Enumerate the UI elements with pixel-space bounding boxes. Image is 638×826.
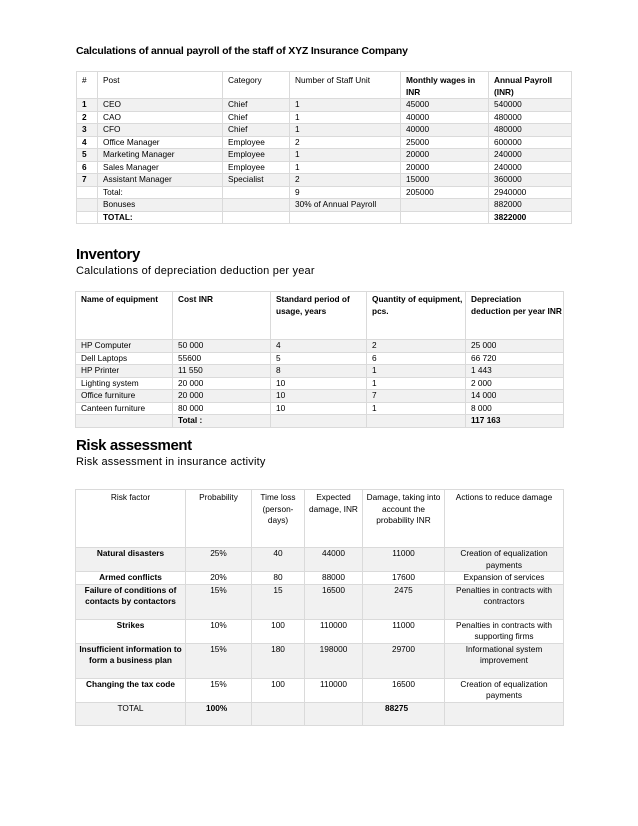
table-cell: Canteen furniture — [76, 402, 173, 415]
table-cell: Strikes — [76, 619, 186, 643]
inventory-table — [75, 291, 564, 428]
table-cell: 10 — [271, 402, 367, 415]
table-row — [76, 584, 564, 619]
table-cell: Employee — [223, 161, 290, 174]
table-cell: 16500 — [305, 584, 363, 619]
table-row — [76, 390, 564, 403]
table-cell: 2 — [77, 111, 98, 124]
table-cell: Employee — [223, 136, 290, 149]
table-row — [77, 99, 572, 112]
table-cell — [445, 702, 564, 725]
table-header: Annual Payroll (INR) — [489, 72, 572, 99]
table-cell: 5 — [77, 149, 98, 162]
table-cell: 1 — [290, 124, 401, 137]
table-cell: 20% — [186, 572, 252, 585]
table-cell: Marketing Manager — [98, 149, 223, 162]
payroll-table — [76, 71, 572, 224]
table-row — [77, 199, 572, 212]
table-cell: 45000 — [401, 99, 489, 112]
table-cell: 15% — [186, 643, 252, 678]
table-row — [77, 149, 572, 162]
table-cell: 20 000 — [173, 390, 271, 403]
table-cell: 11000 — [363, 619, 445, 643]
table-cell: 882000 — [489, 199, 572, 212]
table-cell: Penalties in contracts with contractors — [445, 584, 564, 619]
inventory-header-row — [76, 292, 564, 340]
table-cell: Total: — [98, 186, 223, 199]
table-cell: Changing the tax code — [76, 678, 186, 702]
table-cell: 80 — [252, 572, 305, 585]
table-row — [77, 174, 572, 187]
risk-header-row — [76, 490, 564, 548]
table-cell: 1 — [290, 161, 401, 174]
table-cell: 2 — [290, 174, 401, 187]
table-cell: HP Printer — [76, 365, 173, 378]
table-cell: 16500 — [363, 678, 445, 702]
table-cell: 2 — [367, 340, 466, 353]
table-cell: CFO — [98, 124, 223, 137]
table-header: Actions to reduce damage — [445, 490, 564, 548]
table-row — [76, 678, 564, 702]
table-cell: Chief — [223, 111, 290, 124]
table-cell: Failure of conditions of contacts by contactors — [76, 584, 186, 619]
table-cell: 1 443 — [466, 365, 564, 378]
table-cell: 40000 — [401, 124, 489, 137]
table-cell: 240000 — [489, 149, 572, 162]
inventory-subtitle: Calculations of depreciation deduction per year — [76, 265, 315, 277]
table-cell: 7 — [77, 174, 98, 187]
table-cell: 88000 — [305, 572, 363, 585]
table-cell — [252, 702, 305, 725]
table-header: Monthly wages in INR — [401, 72, 489, 99]
table-header: # — [77, 72, 98, 99]
table-cell: 25% — [186, 548, 252, 572]
risk-heading: Risk assessment — [76, 437, 192, 454]
table-row — [76, 402, 564, 415]
table-cell: Specialist — [223, 174, 290, 187]
table-row — [77, 161, 572, 174]
table-cell: CAO — [98, 111, 223, 124]
payroll-title: Calculations of annual payroll of the staff of XYZ Insurance Company — [76, 45, 408, 57]
inventory-heading: Inventory — [76, 246, 140, 263]
table-cell — [223, 199, 290, 212]
table-cell: 6 — [77, 161, 98, 174]
table-cell: 8 000 — [466, 402, 564, 415]
table-cell: 110000 — [305, 619, 363, 643]
table-cell: 1 — [290, 149, 401, 162]
table-cell: 480000 — [489, 124, 572, 137]
table-cell: 66 720 — [466, 352, 564, 365]
table-row — [76, 702, 564, 725]
table-header: Depreciation deduction per year INR — [466, 292, 564, 340]
table-header: Damage, taking into account the probability INR — [363, 490, 445, 548]
table-cell: 540000 — [489, 99, 572, 112]
table-cell — [401, 211, 489, 224]
table-cell: Chief — [223, 124, 290, 137]
table-cell: 20000 — [401, 149, 489, 162]
table-cell: 1 — [290, 99, 401, 112]
table-cell: Expansion of services — [445, 572, 564, 585]
table-header: Standard period of usage, years — [271, 292, 367, 340]
table-cell: Office furniture — [76, 390, 173, 403]
table-cell — [76, 415, 173, 428]
table-cell: Employee — [223, 149, 290, 162]
table-cell: 3822000 — [489, 211, 572, 224]
payroll-header-row — [77, 72, 572, 99]
table-cell: HP Computer — [76, 340, 173, 353]
table-cell: Armed conflicts — [76, 572, 186, 585]
table-cell: Bonuses — [98, 199, 223, 212]
table-cell: 15000 — [401, 174, 489, 187]
table-row — [77, 211, 572, 224]
table-cell: 14 000 — [466, 390, 564, 403]
table-cell: Sales Manager — [98, 161, 223, 174]
table-cell — [223, 211, 290, 224]
table-cell: Creation of equalization payments — [445, 678, 564, 702]
table-cell: 44000 — [305, 548, 363, 572]
table-cell: 55600 — [173, 352, 271, 365]
table-cell: 50 000 — [173, 340, 271, 353]
table-cell: 110000 — [305, 678, 363, 702]
table-cell — [271, 415, 367, 428]
table-cell: Informational system improvement — [445, 643, 564, 678]
table-cell: Creation of equalization payments — [445, 548, 564, 572]
table-cell — [77, 199, 98, 212]
table-cell: 15% — [186, 678, 252, 702]
table-cell: 30% of Annual Payroll — [290, 199, 401, 212]
table-cell: 2940000 — [489, 186, 572, 199]
table-cell: 10 — [271, 390, 367, 403]
table-row — [77, 124, 572, 137]
table-cell: Penalties in contracts with supporting firms — [445, 619, 564, 643]
table-cell: TOTAL: — [98, 211, 223, 224]
table-row — [76, 340, 564, 353]
table-cell: 240000 — [489, 161, 572, 174]
table-cell — [367, 415, 466, 428]
table-row — [76, 352, 564, 365]
table-cell: 25000 — [401, 136, 489, 149]
risk-subtitle: Risk assessment in insurance activity — [76, 456, 266, 468]
table-cell: 480000 — [489, 111, 572, 124]
table-cell: 7 — [367, 390, 466, 403]
table-cell: 4 — [271, 340, 367, 353]
table-cell: 17600 — [363, 572, 445, 585]
table-row — [76, 643, 564, 678]
table-cell: Assistant Manager — [98, 174, 223, 187]
table-cell: 25 000 — [466, 340, 564, 353]
table-cell: 117 163 — [466, 415, 564, 428]
table-cell: 2 000 — [466, 377, 564, 390]
table-cell: 40000 — [401, 111, 489, 124]
table-cell — [223, 186, 290, 199]
table-cell: TOTAL — [76, 702, 186, 725]
table-cell: 15% — [186, 584, 252, 619]
table-cell: 8 — [271, 365, 367, 378]
table-cell: Natural disasters — [76, 548, 186, 572]
table-cell: 40 — [252, 548, 305, 572]
table-row — [76, 415, 564, 428]
table-cell: 29700 — [363, 643, 445, 678]
table-cell: 4 — [77, 136, 98, 149]
table-cell: 15 — [252, 584, 305, 619]
table-header: Time loss (person-days) — [252, 490, 305, 548]
table-row — [76, 365, 564, 378]
table-row — [76, 377, 564, 390]
table-header: Number of Staff Unit — [290, 72, 401, 99]
table-cell: CEO — [98, 99, 223, 112]
table-cell: 10 — [271, 377, 367, 390]
table-cell: 1 — [290, 111, 401, 124]
table-cell — [290, 211, 401, 224]
table-cell: 9 — [290, 186, 401, 199]
table-cell: 6 — [367, 352, 466, 365]
table-cell: Insufficient information to form a business plan — [76, 643, 186, 678]
table-cell: 3 — [77, 124, 98, 137]
risk-table — [75, 489, 564, 726]
table-cell: 10% — [186, 619, 252, 643]
table-cell: 2475 — [363, 584, 445, 619]
table-cell: 1 — [367, 377, 466, 390]
table-row — [77, 136, 572, 149]
table-cell: 360000 — [489, 174, 572, 187]
table-cell — [77, 211, 98, 224]
table-cell: 20000 — [401, 161, 489, 174]
table-cell: 1 — [367, 365, 466, 378]
table-header: Cost INR — [173, 292, 271, 340]
table-cell — [77, 186, 98, 199]
table-cell: 100% — [186, 702, 252, 725]
table-cell: 80 000 — [173, 402, 271, 415]
table-cell: 20 000 — [173, 377, 271, 390]
table-cell: Dell Laptops — [76, 352, 173, 365]
table-cell: 100 — [252, 619, 305, 643]
table-cell: 180 — [252, 643, 305, 678]
table-cell: 198000 — [305, 643, 363, 678]
table-header: Post — [98, 72, 223, 99]
table-cell: 1 — [77, 99, 98, 112]
table-cell — [305, 702, 363, 725]
table-cell: Chief — [223, 99, 290, 112]
table-row — [77, 186, 572, 199]
table-cell: Office Manager — [98, 136, 223, 149]
table-row — [76, 572, 564, 585]
table-cell: 11000 — [363, 548, 445, 572]
table-header: Quantity of equipment, pcs. — [367, 292, 466, 340]
table-cell: 205000 — [401, 186, 489, 199]
table-header: Risk factor — [76, 490, 186, 548]
table-cell: 100 — [252, 678, 305, 702]
table-header: Expected damage, INR — [305, 490, 363, 548]
table-cell: 1 — [367, 402, 466, 415]
table-cell: 600000 — [489, 136, 572, 149]
table-header: Probability — [186, 490, 252, 548]
table-cell: 11 550 — [173, 365, 271, 378]
table-cell: 2 — [290, 136, 401, 149]
table-header: Category — [223, 72, 290, 99]
table-row — [76, 548, 564, 572]
table-cell: Total : — [173, 415, 271, 428]
table-cell — [401, 199, 489, 212]
table-row — [77, 111, 572, 124]
table-cell: 5 — [271, 352, 367, 365]
table-row — [76, 619, 564, 643]
table-cell: 88275 — [363, 702, 445, 725]
table-cell: Lighting system — [76, 377, 173, 390]
table-header: Name of equipment — [76, 292, 173, 340]
